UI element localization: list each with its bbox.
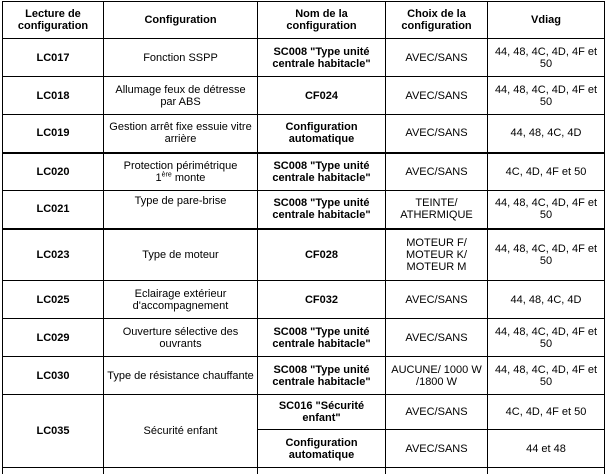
table-row [3,319,605,357]
row-code: LC019 [3,115,104,153]
empty-cell [3,468,104,474]
row-config-superscript: ère [161,171,172,179]
table-row [3,395,605,430]
table-row [3,77,605,115]
row-code: LC025 [3,281,104,319]
row-choice: AUCUNE/ 1000 W /1800 W [386,357,488,395]
row-name: SC008 "Type unité centrale habitacle" [258,153,386,191]
row-config: Eclairage extérieur d'accompagnement [104,281,258,319]
row-vdiag: 44, 48, 4C, 4D, 4F et 50 [488,229,605,281]
row-choice: AVEC/SANS [386,153,488,191]
row-name: SC008 "Type unité centrale habitacle" [258,191,386,229]
row-choice: AVEC/SANS [386,281,488,319]
row-config-main: Protection périmétrique [123,159,238,172]
row-config: Gestion arrêt fixe essuie vitre arrière [104,115,258,153]
row-config: Type de moteur [104,229,258,281]
row-choice: AVEC/SANS [386,430,488,468]
row-config: Ouverture sélective des ouvrants [104,319,258,357]
row-config-number: 1 [155,171,162,184]
row-code: LC017 [3,39,104,77]
row-code: LC035 [3,395,104,468]
row-name: SC008 "Type unité centrale habitacle" [258,357,386,395]
table-row [3,153,605,191]
row-choice: AVEC/SANS [386,395,488,430]
row-code: LC021 [3,191,104,229]
row-code: LC020 [3,153,104,191]
table-row [3,39,605,77]
table-row [3,115,605,153]
row-choice: AVEC/SANS [386,39,488,77]
empty-cell [386,468,488,474]
row-config: Type de pare-brise [104,191,258,229]
row-name: CF032 [258,281,386,319]
row-vdiag: 4C, 4D, 4F et 50 [488,153,605,191]
table-row [3,229,605,281]
row-choice: TEINTE/ ATHERMIQUE [386,191,488,229]
row-config: Type de résistance chauffante [104,357,258,395]
row-vdiag: 4C, 4D, 4F et 50 [488,395,605,430]
row-name: SC008 "Type unité centrale habitacle" [258,319,386,357]
table-row [3,191,605,229]
row-vdiag: 44, 48, 4C, 4D [488,281,605,319]
row-name: Configuration automatique [258,430,386,468]
table-row-continued [3,468,605,474]
row-name: SC008 "Type unité centrale habitacle" [258,39,386,77]
row-name: SC016 "Sécurité enfant" [258,395,386,430]
header-choix: Choix de la configuration [386,2,488,39]
row-name: Configuration automatique [258,115,386,153]
row-choice: AVEC/SANS [386,319,488,357]
row-config: Allumage feux de détresse par ABS [104,77,258,115]
header-nom: Nom de la configuration [258,2,386,39]
row-vdiag: 44, 48, 4C, 4D [488,115,605,153]
row-config-tail: monte [171,171,206,184]
row-code: LC018 [3,77,104,115]
row-config [104,153,258,191]
row-vdiag: 44, 48, 4C, 4D, 4F et 50 [488,357,605,395]
row-config: Fonction SSPP [104,39,258,77]
row-name: CF028 [258,229,386,281]
row-code: LC030 [3,357,104,395]
table-row [3,357,605,395]
row-choice: AVEC/SANS [386,77,488,115]
row-vdiag: 44, 48, 4C, 4D, 4F et 50 [488,319,605,357]
row-choice: AVEC/SANS [386,115,488,153]
table-row [3,281,605,319]
row-vdiag: 44, 48, 4C, 4D, 4F et 50 [488,191,605,229]
row-vdiag: 44 et 48 [488,430,605,468]
row-code: LC029 [3,319,104,357]
empty-cell [104,468,258,474]
header-vdiag: Vdiag [488,2,605,39]
row-config: Sécurité enfant [104,395,258,468]
row-code: LC023 [3,229,104,281]
row-vdiag: 44, 48, 4C, 4D, 4F et 50 [488,39,605,77]
header-lecture: Lecture de configuration [3,2,104,39]
header-configuration: Configuration [104,2,258,39]
empty-cell [488,468,605,474]
configuration-table [2,1,605,474]
empty-cell [258,468,386,474]
row-choice: MOTEUR F/ MOTEUR K/ MOTEUR M [386,229,488,281]
row-vdiag: 44, 48, 4C, 4D, 4F et 50 [488,77,605,115]
row-name: CF024 [258,77,386,115]
